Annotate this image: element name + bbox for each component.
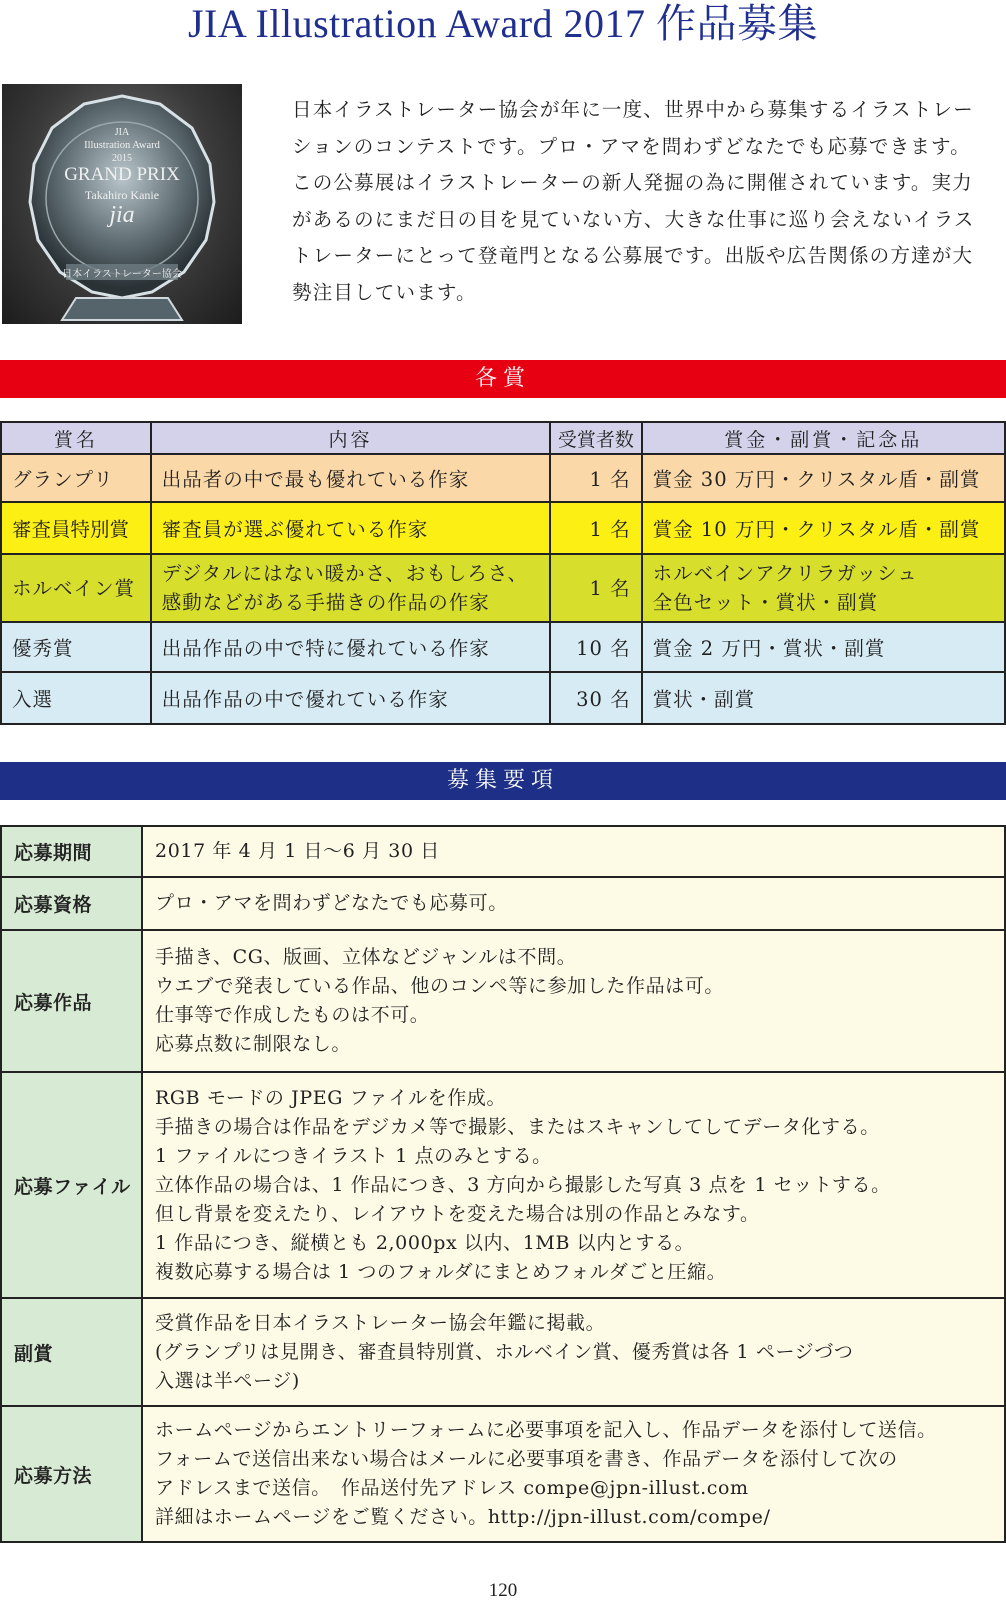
header-count: 受賞者数 [550, 422, 641, 454]
awards-header-row [1, 422, 1005, 454]
requirement-value [142, 826, 1005, 877]
awards-table [0, 421, 1006, 725]
requirement-line: 2017 年 4 月 1 日〜6 月 30 日 [155, 840, 440, 862]
requirement-label: 応募方法 [1, 1406, 142, 1542]
requirement-line: ホームページからエントリーフォームに必要事項を記入し、作品データを添付して送信。 [155, 1419, 937, 1441]
award-name: ホルベイン賞 [1, 554, 151, 622]
award-prize: 賞金 2 万円・賞状・副賞 [642, 622, 1005, 672]
award-content-line: デジタルにはない暖かさ、おもしろさ、 [161, 562, 529, 585]
award-count: 1 名 [550, 502, 641, 554]
requirement-line: 但し背景を変えたり、レイアウトを変えた場合は別の作品とみなす。 [155, 1202, 760, 1225]
requirement-line: 1 ファイルにつきイラスト 1 点のみとする。 [155, 1144, 552, 1167]
trophy-text-grand-prix: GRAND PRIX [64, 164, 180, 185]
requirement-line: 入選は半ページ) [155, 1369, 300, 1392]
trophy-text-assoc: 日本イラストレーター協会 [62, 269, 182, 280]
award-prize: 賞状・副賞 [642, 672, 1005, 724]
requirement-label: 応募期間 [1, 826, 142, 877]
award-name: 優秀賞 [1, 622, 151, 672]
trophy-text-winner: Takahiro Kanie [84, 188, 160, 202]
award-prize-line: ホルベインアクリラガッシュ [652, 562, 918, 585]
table-row [1, 454, 1005, 502]
requirement-label: 副賞 [1, 1298, 142, 1406]
requirement-line: プロ・アマを問わずどなたでも応募可。 [155, 892, 508, 914]
intro-line: ションのコンテストです。プロ・アマを問わずどなたでも応募できます。 [292, 134, 971, 158]
table-row [1, 672, 1005, 724]
table-row [1, 877, 1005, 930]
award-count: 30 名 [550, 672, 641, 724]
award-content: 出品者の中で最も優れている作家 [151, 454, 550, 502]
table-row [1, 826, 1005, 877]
trophy-text-year: 2015 [112, 153, 132, 164]
requirement-value [142, 930, 1005, 1072]
intro-line: があるのにまだ日の目を見ていない方、大きな仕事に巡り会えないイラス [292, 207, 975, 231]
requirement-line: 複数応募する場合は 1 つのフォルダにまとめフォルダごと圧縮。 [155, 1260, 727, 1283]
requirement-line: 受賞作品を日本イラストレーター協会年鑑に掲載。 [155, 1311, 606, 1334]
award-prize-line: 全色セット・賞状・副賞 [652, 591, 879, 614]
requirement-line: (グランプリは見開き、審査員特別賞、ホルベイン賞、優秀賞は各 1 ページづつ [155, 1340, 854, 1363]
awards-heading: 各賞 [0, 360, 1006, 398]
award-name: 審査員特別賞 [1, 502, 151, 554]
trophy-text-award: Illustration Award [84, 140, 160, 151]
award-content-line: 感動などがある手描きの作品の作家 [161, 591, 490, 614]
intro-paragraph [292, 92, 1004, 311]
requirements-table [0, 825, 1006, 1543]
requirements-heading: 募集要項 [0, 762, 1006, 800]
intro-line: この公募展はイラストレーターの新人発掘の為に開催されています。実力 [292, 171, 973, 194]
requirement-value [142, 1072, 1005, 1298]
table-row [1, 930, 1005, 1072]
requirement-value [142, 1298, 1005, 1406]
page-number: 120 [488, 1580, 518, 1601]
requirement-line: 手描きの場合は作品をデジカメ等で撮影、またはスキャンしてしてデータ化する。 [155, 1115, 880, 1138]
requirement-label: 応募ファイル [1, 1072, 142, 1298]
table-row [1, 1072, 1005, 1298]
requirement-line: ウエブで発表している作品、他のコンペ等に参加した作品は可。 [155, 975, 724, 997]
header-content: 内容 [151, 422, 550, 454]
requirement-line: アドレスまで送信。 作品送付先アドレス compe@jpn-illust.com [155, 1477, 749, 1499]
header-award-name: 賞名 [1, 422, 151, 454]
trophy-text-jia: JIA [114, 127, 130, 138]
trophy-text-logo: jia [109, 202, 135, 228]
award-count: 1 名 [550, 554, 641, 622]
award-name: グランプリ [1, 454, 151, 502]
intro-line: 日本イラストレーター協会が年に一度、世界中から募集するイラストレー [292, 98, 974, 121]
award-count: 1 名 [550, 454, 641, 502]
award-content: 出品作品の中で優れている作家 [151, 672, 550, 724]
requirement-line: RGB モードの JPEG ファイルを作成。 [155, 1086, 507, 1109]
table-row [1, 622, 1005, 672]
table-row [1, 502, 1005, 554]
award-prize: 賞金 30 万円・クリスタル盾・副賞 [642, 454, 1005, 502]
requirement-line: 仕事等で作成したものは不可。 [155, 1004, 430, 1026]
table-row [1, 1298, 1005, 1406]
table-row [1, 554, 1005, 622]
requirement-line: 1 作品につき、縦横とも 2,000px 以内、1MB 以内とする。 [155, 1231, 695, 1254]
requirement-label: 応募資格 [1, 877, 142, 930]
requirement-line: 立体作品の場合は、1 作品につき、3 方向から撮影した写真 3 点を 1 セットする。 [155, 1173, 891, 1196]
requirement-value [142, 877, 1005, 930]
award-prize: 賞金 10 万円・クリスタル盾・副賞 [642, 502, 1005, 554]
page-title: JIA Illustration Award 2017 作品募集 [187, 1, 819, 46]
requirement-line: フォームで送信出来ない場合はメールに必要事項を書き、作品データを添付して次の [155, 1448, 898, 1470]
table-row [1, 1406, 1005, 1542]
award-content: 審査員が選ぶ優れている作家 [151, 502, 550, 554]
requirement-line: 詳細はホームページをご覧ください。http://jpn-illust.com/compe/ [155, 1506, 771, 1528]
award-name: 入選 [1, 672, 151, 724]
requirement-line: 手描き、CG、版画、立体などジャンルは不問。 [155, 946, 577, 968]
trophy-photo [2, 84, 242, 324]
intro-line: 勢注目しています。 [292, 280, 477, 304]
award-prize [642, 554, 1005, 622]
header-prize: 賞金・副賞・記念品 [642, 422, 1005, 454]
requirement-line: 応募点数に制限なし。 [155, 1033, 352, 1055]
requirement-label: 応募作品 [1, 930, 142, 1072]
requirement-value [142, 1406, 1005, 1542]
award-content [151, 554, 550, 622]
award-count: 10 名 [550, 622, 641, 672]
award-content: 出品作品の中で特に優れている作家 [151, 622, 550, 672]
intro-line: トレーターにとって登竜門となる公募展です。出版や広告関係の方達が大 [292, 244, 974, 267]
